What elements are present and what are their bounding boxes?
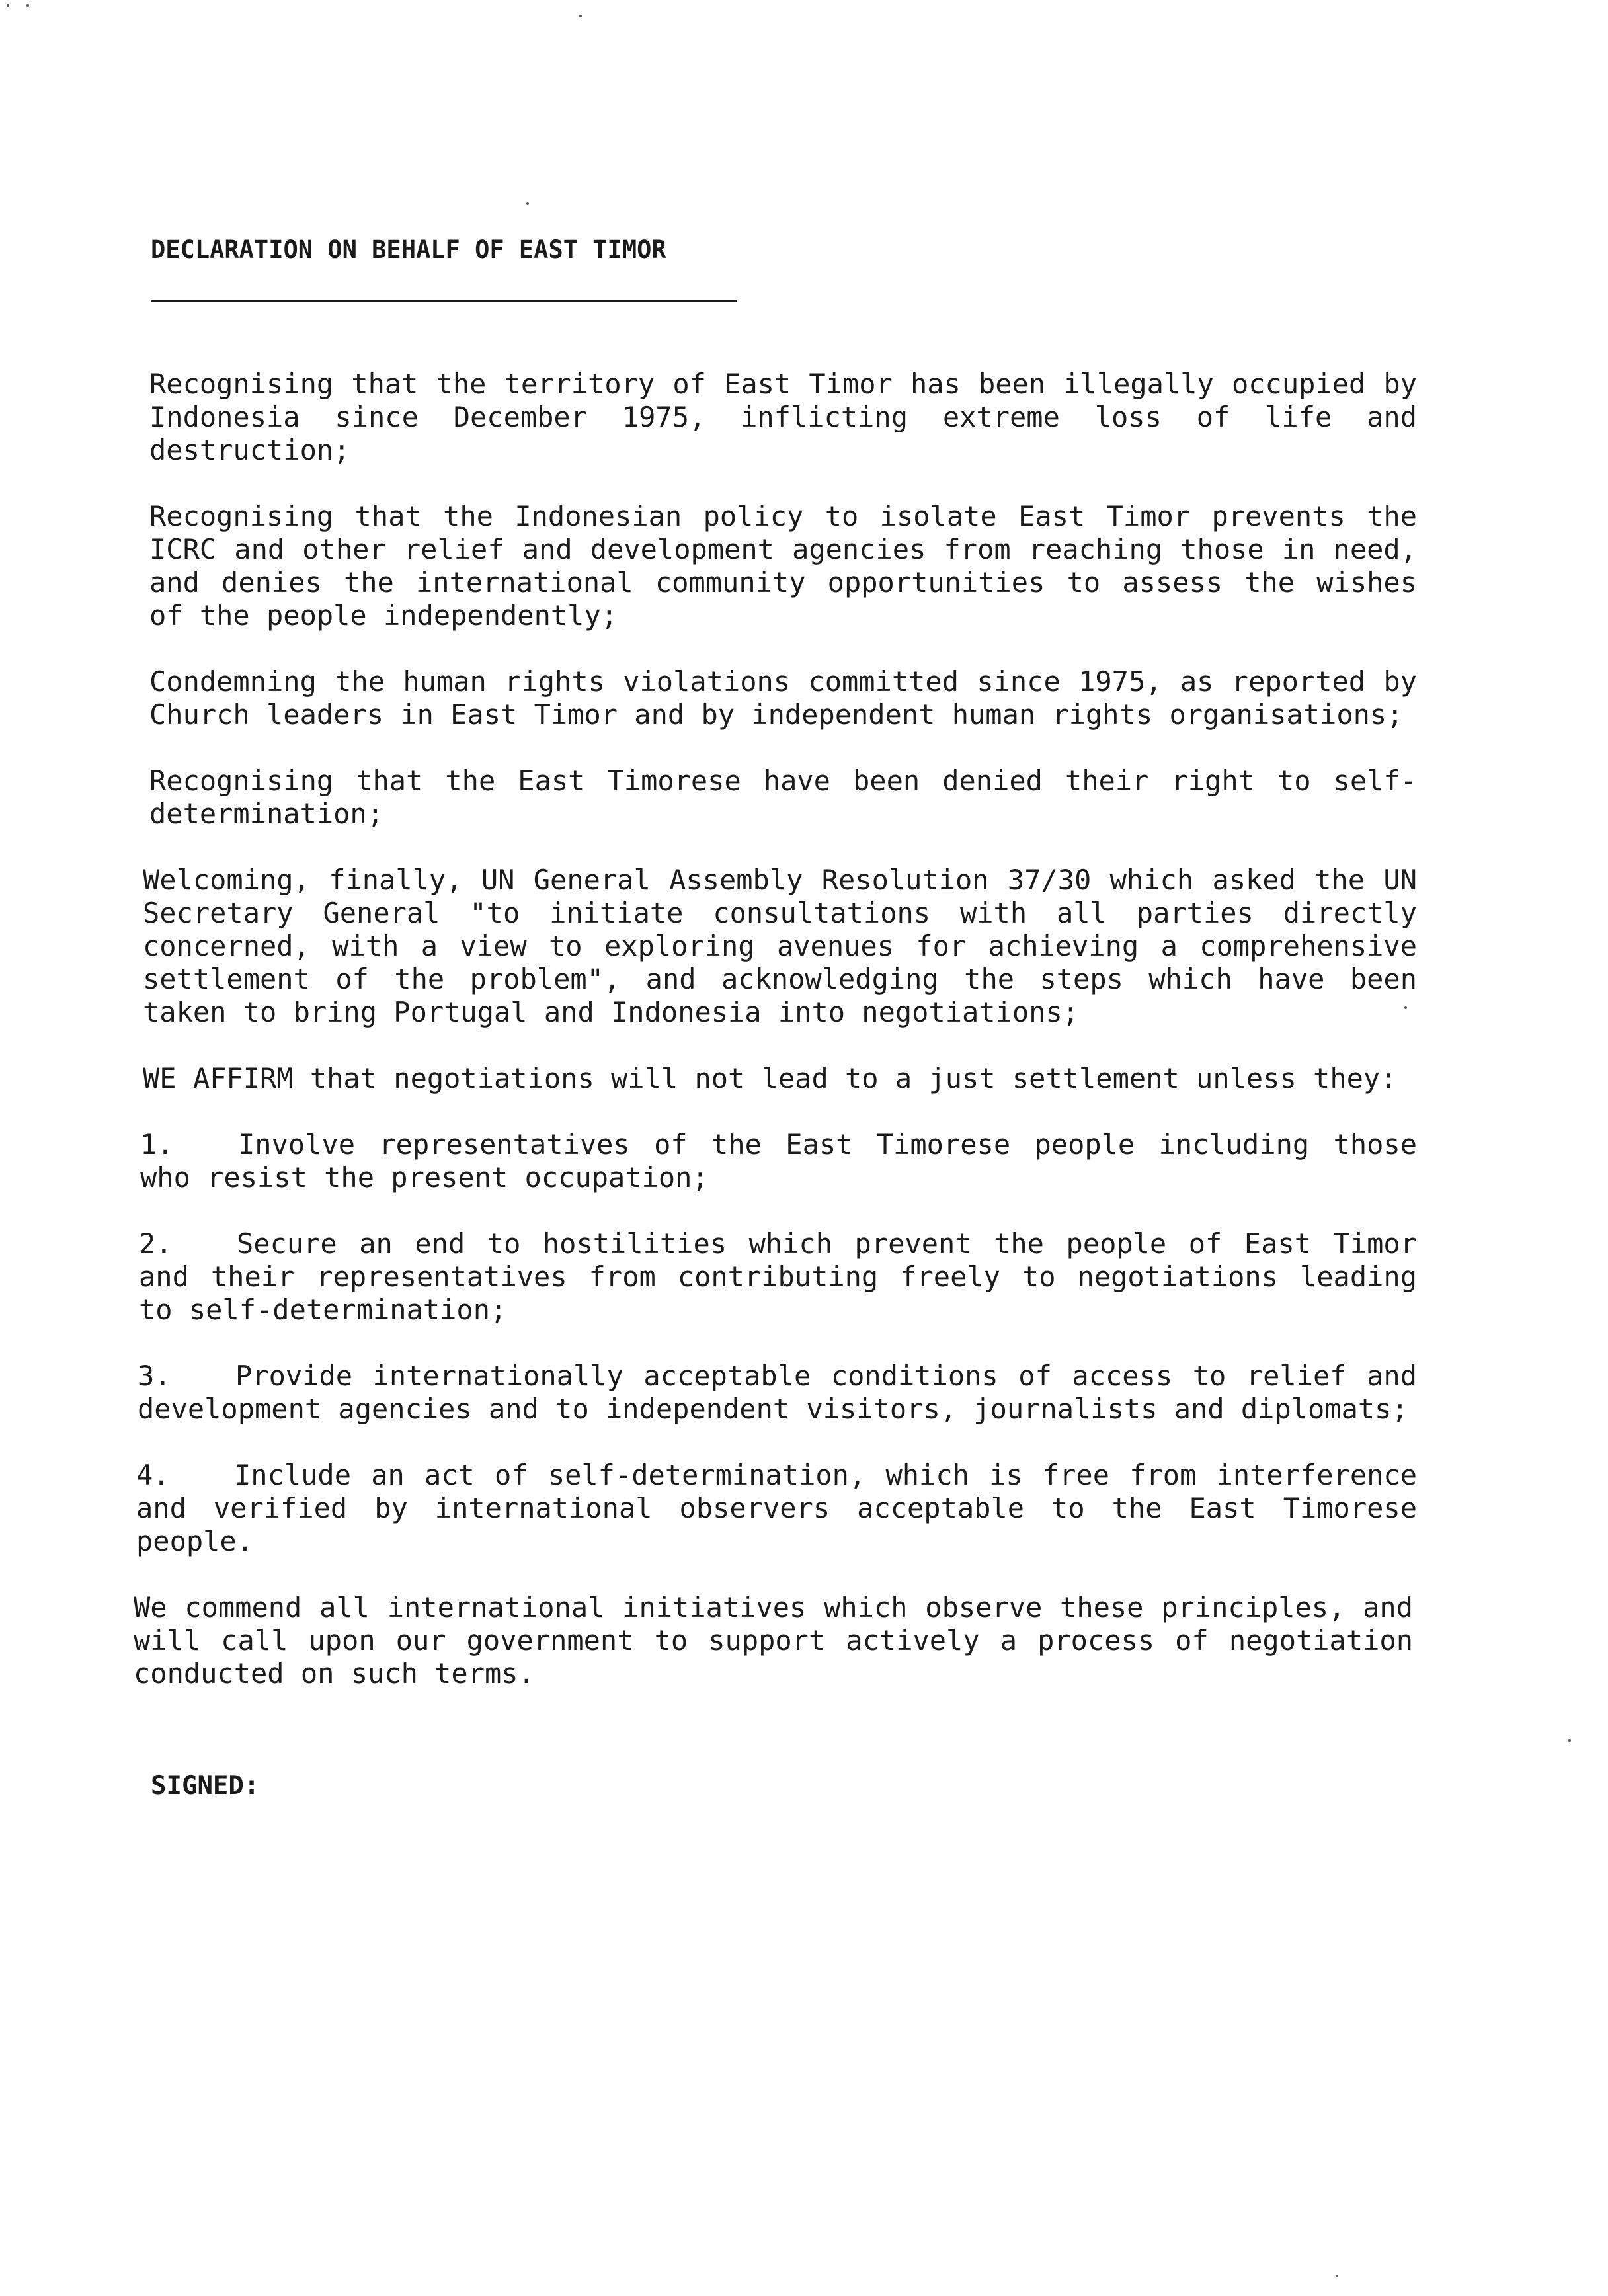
- signed-label: SIGNED:: [151, 1771, 260, 1801]
- scan-speck: [1404, 1006, 1407, 1009]
- list-item: [140, 1128, 1417, 1194]
- document-title: DECLARATION ON BEHALF OF EAST TIMOR: [151, 235, 666, 264]
- paragraph-recognising-isolation: Recognising that the Indonesian policy to isolate East Timor prevents the ICRC and other relief and development agencies from reaching those in need, and denies the international community opportunities to assess the wishes of the people independently;: [149, 500, 1417, 632]
- list-item-text: Secure an end to hostilities which prevent the people of East Timor and their representatives from contributing freely to negotiations leading to self-determination;: [139, 1227, 1417, 1326]
- paragraph-condemning-violations: Condemning the human rights violations committed since 1975, as reported by Church leaders in East Timor and by independent human rights organisations;: [149, 665, 1417, 731]
- scan-speck: [26, 4, 29, 7]
- scan-speck: [1336, 2275, 1338, 2277]
- list-item-text: Include an act of self-determination, which is free from interference and verified by international observers acceptable to the East Timorese people.: [136, 1459, 1417, 1557]
- paragraph-recognising-self-determination: Recognising that the East Timorese have been denied their right to self-determination;: [149, 764, 1417, 830]
- list-item-text: Provide internationally acceptable conditions of access to relief and development agencies and to independent visitors, journalists and diplomats;: [138, 1360, 1417, 1425]
- list-item: [139, 1227, 1417, 1327]
- scan-speck: [579, 15, 582, 17]
- paragraph-we-affirm: WE AFFIRM that negotiations will not lead to a just settlement unless they:: [143, 1062, 1397, 1094]
- scan-speck: [1568, 1739, 1571, 1742]
- list-item: [136, 1459, 1417, 1558]
- paragraph-welcoming-resolution: Welcoming, finally, UN General Assembly Resolution 37/30 which asked the UN Secretary General "to initiate consultations with all parties directly concerned, with a view to exploring avenues for achieving a comprehensive settlement of the problem", and acknowledging the steps which have been taken to bring Portugal and Indonesia into negotiations;: [143, 864, 1417, 1028]
- list-item-number: 4.: [136, 1459, 170, 1491]
- closing-paragraph: We commend all international initiatives which observe these principles, and will call upon our government to support actively a process of negotiation conducted on such terms.: [134, 1591, 1413, 1690]
- list-item-text: Involve representatives of the East Timorese people including those who resist the present occupation;: [140, 1128, 1417, 1194]
- scan-speck: [526, 202, 529, 205]
- paragraph-recognising-occupation: Recognising that the territory of East Timor has been illegally occupied by Indonesia since December 1975, inflicting extreme loss of life and destruction;: [149, 368, 1417, 466]
- list-item: [138, 1360, 1417, 1426]
- list-item-number: 1.: [140, 1128, 174, 1161]
- scan-speck: [7, 4, 9, 7]
- list-item-number: 2.: [139, 1227, 173, 1260]
- title-underline: [151, 300, 737, 302]
- list-item-number: 3.: [138, 1360, 171, 1392]
